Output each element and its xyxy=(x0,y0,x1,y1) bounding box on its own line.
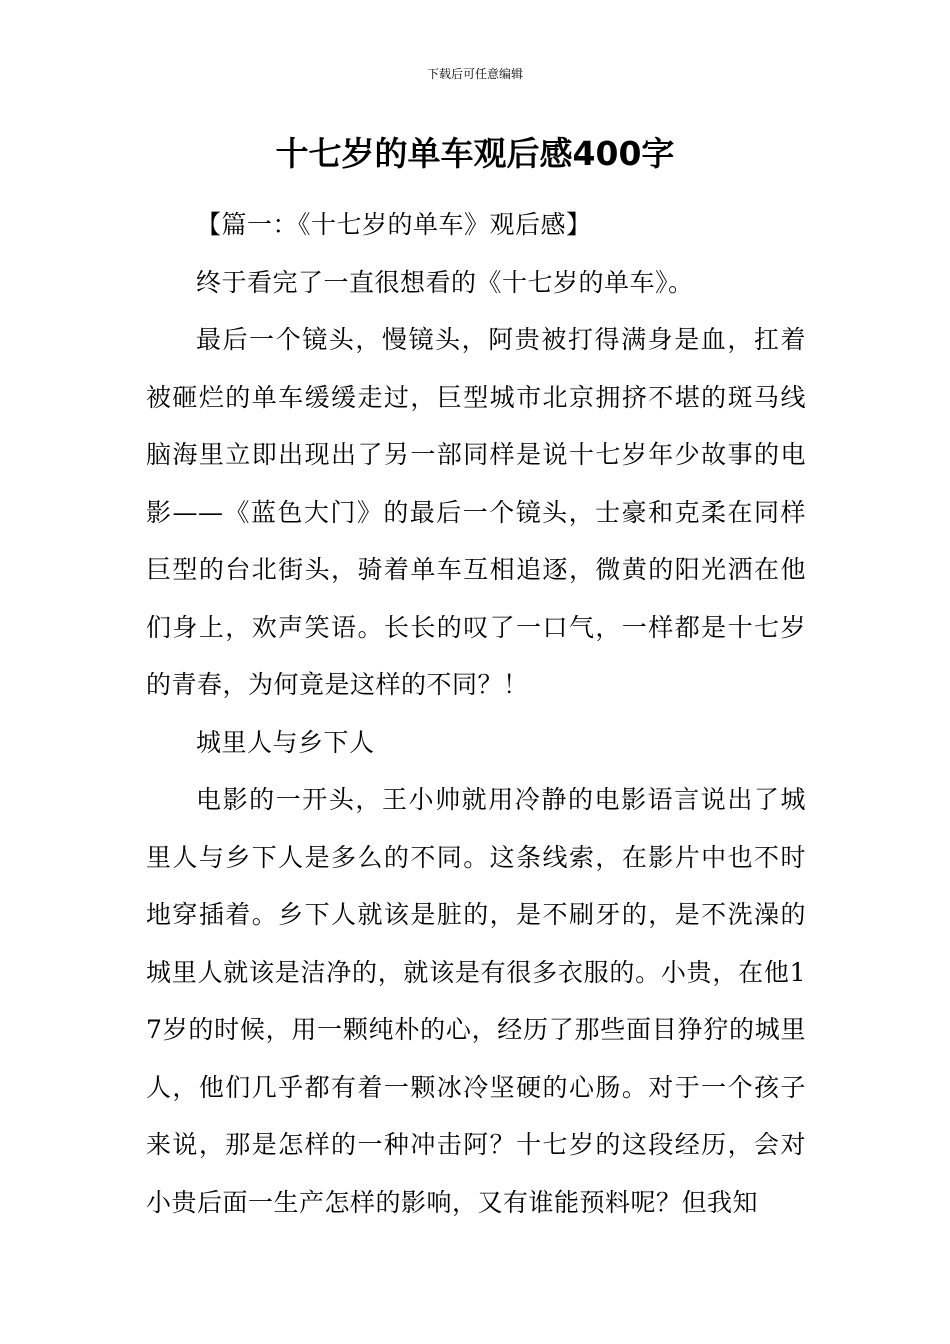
paragraph: 电影的一开头，王小帅就用冷静的电影语言说出了城里人与乡下人是多么的不同。这条线索，在影片中也不时地穿插着。乡下人就该是脏的，是不刷牙的，是不洗澡的城里人就该是洁净的，就该是有很多衣服的。小贵，在他17岁的时候，用一颗纯朴的心，经历了那些面目狰狞的城里人，他们几乎都有着一颗冰冷坚硬的心肠。对于一个孩子来说，那是怎样的一种冲击阿？十七岁的这段经历，会对小贵后面一生产怎样的影响，又有谁能预料呢？但我知 xyxy=(146,785,806,1217)
document-body xyxy=(146,196,806,1231)
paragraph: 终于看完了一直很想看的《十七岁的单车》。 xyxy=(196,267,694,297)
subheading: 城里人与乡下人 xyxy=(196,727,375,757)
section-heading: 【篇一：《十七岁的单车》观后感】 xyxy=(196,210,592,239)
document-title: 十七岁的单车观后感400字 xyxy=(275,134,675,173)
paragraph: 最后一个镜头，慢镜头，阿贵被打得满身是血，扛着被砸烂的单车缓缓走过，巨型城市北京拥挤不堪的斑马线脑海里立即出现出了另一部同样是说十七岁年少故事的电影——《蓝色大门》的最后一个镜头，士豪和克柔在同样巨型的台北街头，骑着单车互相追逐，微黄的阳光洒在他们身上，欢声笑语。长长的叹了一口气，一样都是十七岁的青春，为何竟是这样的不同？！ xyxy=(146,325,806,699)
header-note: 下载后可任意编辑 xyxy=(426,67,523,81)
